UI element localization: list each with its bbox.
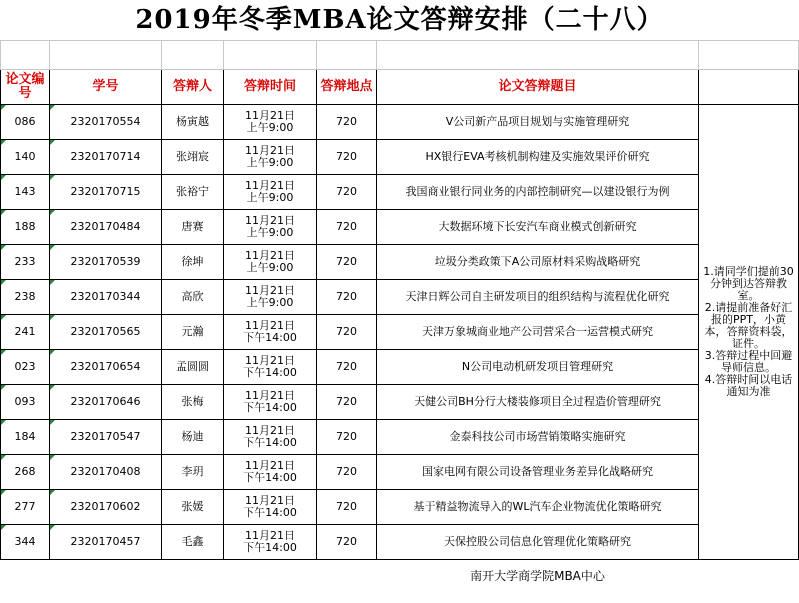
cell-marker-icon <box>50 490 55 495</box>
footer-spacer <box>1 560 377 592</box>
time-cell <box>224 210 317 245</box>
student-id-cell: 2320170344 <box>50 280 162 315</box>
topic-cell: 我国商业银行同业务的内部控制研究—以建设银行为例 <box>377 175 699 210</box>
student-id-cell: 2320170539 <box>50 245 162 280</box>
table-row <box>1 105 799 140</box>
cell-marker-icon <box>1 525 6 530</box>
header-candidate: 答辩人 <box>162 70 224 105</box>
candidate-cell: 杨寅越 <box>162 105 224 140</box>
cell-marker-icon <box>1 280 6 285</box>
topic-cell: N公司电动机研发项目管理研究 <box>377 350 699 385</box>
time-cell <box>224 455 317 490</box>
candidate-cell: 李玥 <box>162 455 224 490</box>
paper-no-cell: 023 <box>1 350 50 385</box>
topic-cell: 天津日辉公司自主研发项目的组织结构与流程优化研究 <box>377 280 699 315</box>
empty-cell <box>224 41 317 70</box>
header-row <box>1 70 799 105</box>
cell-marker-icon <box>1 420 6 425</box>
student-id-cell: 2320170408 <box>50 455 162 490</box>
paper-no-cell: 184 <box>1 420 50 455</box>
table-row <box>1 175 799 210</box>
time-text: 下午14:00 <box>243 436 297 449</box>
time-cell <box>224 280 317 315</box>
note-line: 3.答辩过程中回避导师信息。 <box>704 349 793 374</box>
header-topic: 论文答辩题目 <box>377 70 699 105</box>
room-cell: 720 <box>317 140 377 175</box>
date-text: 11月21日 <box>245 214 295 227</box>
student-id-cell: 2320170602 <box>50 490 162 525</box>
candidate-cell: 张裕宁 <box>162 175 224 210</box>
room-cell: 720 <box>317 245 377 280</box>
time-cell <box>224 245 317 280</box>
date-text: 11月21日 <box>245 249 295 262</box>
paper-no-cell: 268 <box>1 455 50 490</box>
time-text: 上午9:00 <box>246 156 294 169</box>
time-cell <box>224 105 317 140</box>
cell-marker-icon <box>50 210 55 215</box>
header-paper-no: 论文编号 <box>1 70 50 105</box>
date-text: 11月21日 <box>245 179 295 192</box>
cell-marker-icon <box>50 525 55 530</box>
date-text: 11月21日 <box>245 494 295 507</box>
empty-cell <box>377 41 699 70</box>
room-cell: 720 <box>317 350 377 385</box>
date-text: 11月21日 <box>245 144 295 157</box>
cell-marker-icon <box>50 420 55 425</box>
time-text: 上午9:00 <box>246 121 294 134</box>
student-id-cell: 2320170715 <box>50 175 162 210</box>
date-text: 11月21日 <box>245 389 295 402</box>
note-line: 2.请提前准备好汇报的PPT，小黄本，答辩资料袋，证件。 <box>704 301 793 350</box>
cell-marker-icon <box>1 455 6 460</box>
empty-cell <box>699 41 799 70</box>
footer-spacer <box>699 560 799 592</box>
student-id-cell: 2320170654 <box>50 350 162 385</box>
candidate-cell: 张媛 <box>162 490 224 525</box>
table-row <box>1 350 799 385</box>
cell-marker-icon <box>50 245 55 250</box>
cell-marker-icon <box>1 490 6 495</box>
room-cell: 720 <box>317 210 377 245</box>
empty-cell <box>1 41 50 70</box>
paper-no-cell: 188 <box>1 210 50 245</box>
empty-cell <box>50 41 162 70</box>
cell-marker-icon <box>1 315 6 320</box>
candidate-cell: 元瀚 <box>162 315 224 350</box>
time-cell <box>224 315 317 350</box>
paper-no-cell: 277 <box>1 490 50 525</box>
paper-no-cell: 086 <box>1 105 50 140</box>
topic-cell: 垃圾分类政策下A公司原材料采购战略研究 <box>377 245 699 280</box>
time-cell <box>224 385 317 420</box>
cell-marker-icon <box>1 175 6 180</box>
table-row <box>1 455 799 490</box>
candidate-cell: 高欣 <box>162 280 224 315</box>
topic-cell: 金泰科技公司市场营销策略实施研究 <box>377 420 699 455</box>
notes-cell <box>699 105 799 560</box>
time-text: 上午9:00 <box>246 226 294 239</box>
room-cell: 720 <box>317 525 377 560</box>
cell-marker-icon <box>50 455 55 460</box>
cell-marker-icon <box>1 210 6 215</box>
student-id-cell: 2320170646 <box>50 385 162 420</box>
cell-marker-icon <box>50 315 55 320</box>
page-title: 2019年冬季MBA论文答辩安排（二十八） <box>135 5 664 35</box>
cell-marker-icon <box>50 175 55 180</box>
table-row <box>1 140 799 175</box>
time-text: 下午14:00 <box>243 366 297 379</box>
candidate-cell: 唐赛 <box>162 210 224 245</box>
blank-row <box>1 41 799 70</box>
time-cell <box>224 490 317 525</box>
table-row <box>1 525 799 560</box>
header-time: 答辩时间 <box>224 70 317 105</box>
topic-cell: 天津万象城商业地产公司营采合一运营模式研究 <box>377 315 699 350</box>
footer-row <box>1 560 799 592</box>
header-notes-blank <box>699 70 799 105</box>
topic-cell: 天健公司BH分行大楼装修项目全过程造价管理研究 <box>377 385 699 420</box>
schedule-table <box>0 40 799 591</box>
paper-no-cell: 143 <box>1 175 50 210</box>
time-text: 下午14:00 <box>243 401 297 414</box>
cell-marker-icon <box>50 140 55 145</box>
cell-marker-icon <box>1 140 6 145</box>
time-text: 下午14:00 <box>243 541 297 554</box>
candidate-cell: 徐坤 <box>162 245 224 280</box>
cell-marker-icon <box>50 105 55 110</box>
cell-marker-icon <box>50 385 55 390</box>
candidate-cell: 孟圆圆 <box>162 350 224 385</box>
topic-cell: V公司新产品项目规划与实施管理研究 <box>377 105 699 140</box>
note-line: 4.答辩时间以电话通知为准 <box>704 373 793 398</box>
student-id-cell: 2320170547 <box>50 420 162 455</box>
student-id-cell: 2320170565 <box>50 315 162 350</box>
date-text: 11月21日 <box>245 319 295 332</box>
room-cell: 720 <box>317 490 377 525</box>
topic-cell: 大数据环境下长安汽车商业模式创新研究 <box>377 210 699 245</box>
time-cell <box>224 140 317 175</box>
topic-cell: HX银行EVA考核机制构建及实施效果评价研究 <box>377 140 699 175</box>
room-cell: 720 <box>317 105 377 140</box>
candidate-cell: 张翊宸 <box>162 140 224 175</box>
table-row <box>1 490 799 525</box>
table-row <box>1 315 799 350</box>
cell-marker-icon <box>50 350 55 355</box>
time-cell <box>224 350 317 385</box>
paper-no-cell: 233 <box>1 245 50 280</box>
time-cell <box>224 525 317 560</box>
candidate-cell: 张梅 <box>162 385 224 420</box>
time-text: 上午9:00 <box>246 296 294 309</box>
student-id-cell: 2320170554 <box>50 105 162 140</box>
candidate-cell: 杨迪 <box>162 420 224 455</box>
time-text: 上午9:00 <box>246 191 294 204</box>
time-text: 下午14:00 <box>243 331 297 344</box>
room-cell: 720 <box>317 315 377 350</box>
cell-marker-icon <box>1 245 6 250</box>
room-cell: 720 <box>317 455 377 490</box>
empty-cell <box>162 41 224 70</box>
topic-cell: 天保控股公司信息化管理优化策略研究 <box>377 525 699 560</box>
topic-cell: 国家电网有限公司设备管理业务差异化战略研究 <box>377 455 699 490</box>
table-row <box>1 385 799 420</box>
cell-marker-icon <box>50 280 55 285</box>
empty-cell <box>317 41 377 70</box>
date-text: 11月21日 <box>245 109 295 122</box>
header-student-id: 学号 <box>50 70 162 105</box>
paper-no-cell: 344 <box>1 525 50 560</box>
paper-no-cell: 238 <box>1 280 50 315</box>
date-text: 11月21日 <box>245 529 295 542</box>
candidate-cell: 毛鑫 <box>162 525 224 560</box>
footer-org: 南开大学商学院MBA中心 <box>470 568 605 583</box>
student-id-cell: 2320170484 <box>50 210 162 245</box>
table-row <box>1 420 799 455</box>
date-text: 11月21日 <box>245 424 295 437</box>
room-cell: 720 <box>317 175 377 210</box>
topic-cell: 基于精益物流导入的WL汽车企业物流优化策略研究 <box>377 490 699 525</box>
time-text: 下午14:00 <box>243 506 297 519</box>
room-cell: 720 <box>317 420 377 455</box>
time-text: 上午9:00 <box>246 261 294 274</box>
paper-no-cell: 241 <box>1 315 50 350</box>
note-line: 1.请同学们提前30分钟到达答辩教室。 <box>703 265 794 302</box>
time-cell <box>224 175 317 210</box>
paper-no-cell: 140 <box>1 140 50 175</box>
room-cell: 720 <box>317 385 377 420</box>
time-cell <box>224 420 317 455</box>
cell-marker-icon <box>1 105 6 110</box>
date-text: 11月21日 <box>245 459 295 472</box>
table-row <box>1 210 799 245</box>
date-text: 11月21日 <box>245 284 295 297</box>
header-location: 答辩地点 <box>317 70 377 105</box>
time-text: 下午14:00 <box>243 471 297 484</box>
student-id-cell: 2320170714 <box>50 140 162 175</box>
cell-marker-icon <box>1 385 6 390</box>
paper-no-cell: 093 <box>1 385 50 420</box>
table-row <box>1 245 799 280</box>
room-cell: 720 <box>317 280 377 315</box>
student-id-cell: 2320170457 <box>50 525 162 560</box>
cell-marker-icon <box>1 350 6 355</box>
date-text: 11月21日 <box>245 354 295 367</box>
table-row <box>1 280 799 315</box>
